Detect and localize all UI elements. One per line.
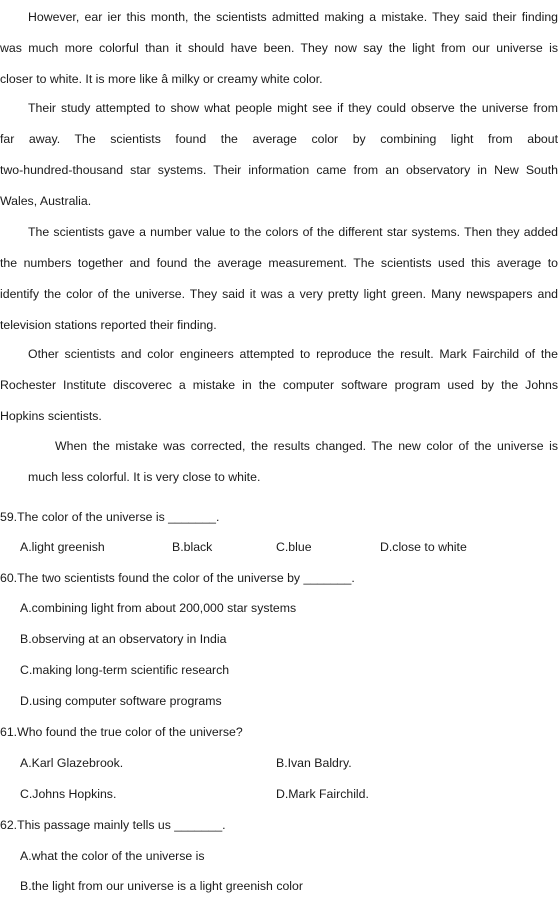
paragraph-2 — [0, 98, 558, 222]
paragraph-4 — [0, 344, 558, 437]
question-61-option-d[interactable]: D.Mark Fairchild. — [276, 787, 369, 801]
question-61-stem: 61.Who found the true color of the universe? — [0, 725, 243, 739]
paragraph-line: Hopkins scientists. — [0, 409, 102, 423]
paragraph-line: television stations reported their finding. — [0, 318, 217, 332]
question-60-option-a[interactable]: A.combining light from about 200,000 star systems — [20, 601, 297, 615]
paragraph-line: was much more colorful than it should have been. They now say the light from our universe is — [0, 41, 558, 55]
paragraph-line: far away. The scientists found the average color by combining light from about — [0, 132, 558, 146]
paragraph-line: Rochester Institute discoverec a mistake in the computer software program used by the Johns — [0, 378, 558, 392]
paragraph-5 — [0, 436, 558, 498]
question-62-stem: 62.This passage mainly tells us _______. — [0, 818, 226, 832]
question-61-option-a[interactable]: A.Karl Glazebrook. — [20, 756, 124, 770]
question-59-option-d[interactable]: D.close to white — [380, 540, 467, 554]
paragraph-line: identify the color of the universe. They said it was a very pretty light green. Many newspapers and — [0, 287, 558, 301]
paragraph-line: much less colorful. It is very close to white. — [28, 470, 261, 484]
question-60-stem: 60.The two scientists found the color of the universe by _______. — [0, 571, 355, 585]
question-61-option-c[interactable]: C.Johns Hopkins. — [20, 787, 117, 801]
question-62-option-b[interactable]: B.the light from our universe is a light greenish color — [20, 879, 303, 893]
paragraph-line: Wales, Australia. — [0, 194, 92, 208]
question-61-option-b[interactable]: B.Ivan Baldry. — [276, 756, 352, 770]
paragraph-line: closer to white. It is more like â milky or creamy white color. — [0, 72, 323, 86]
question-59-option-a[interactable]: A.light greenish — [20, 540, 105, 554]
paragraph-line: Their study attempted to show what people might see if they could observe the universe from — [28, 101, 558, 115]
question-60-option-b[interactable]: B.observing at an observatory in India — [20, 632, 227, 646]
question-62-option-a[interactable]: A.what the color of the universe is — [20, 849, 205, 863]
question-59-option-c[interactable]: C.blue — [276, 540, 312, 554]
question-60-option-d[interactable]: D.using computer software programs — [20, 694, 222, 708]
question-59-option-b[interactable]: B.black — [172, 540, 213, 554]
question-59-stem: 59.The color of the universe is _______. — [0, 510, 220, 524]
paragraph-1 — [0, 7, 558, 100]
paragraph-3 — [0, 222, 558, 346]
paragraph-line: the numbers together and found the average measurement. The scientists used this average to — [0, 256, 558, 270]
paragraph-line: The scientists gave a number value to the colors of the different star systems. Then they added — [28, 225, 558, 239]
paragraph-line: When the mistake was corrected, the results changed. The new color of the universe is — [55, 439, 558, 453]
paragraph-line: two-hundred-thousand star systems. Their information came from an observatory in New South — [0, 163, 558, 177]
paragraph-line: However, ear ier this month, the scientists admitted making a mistake. They said their finding — [28, 10, 558, 24]
paragraph-line: Other scientists and color engineers attempted to reproduce the result. Mark Fairchild of the — [28, 347, 558, 361]
question-60-option-c[interactable]: C.making long-term scientific research — [20, 663, 230, 677]
